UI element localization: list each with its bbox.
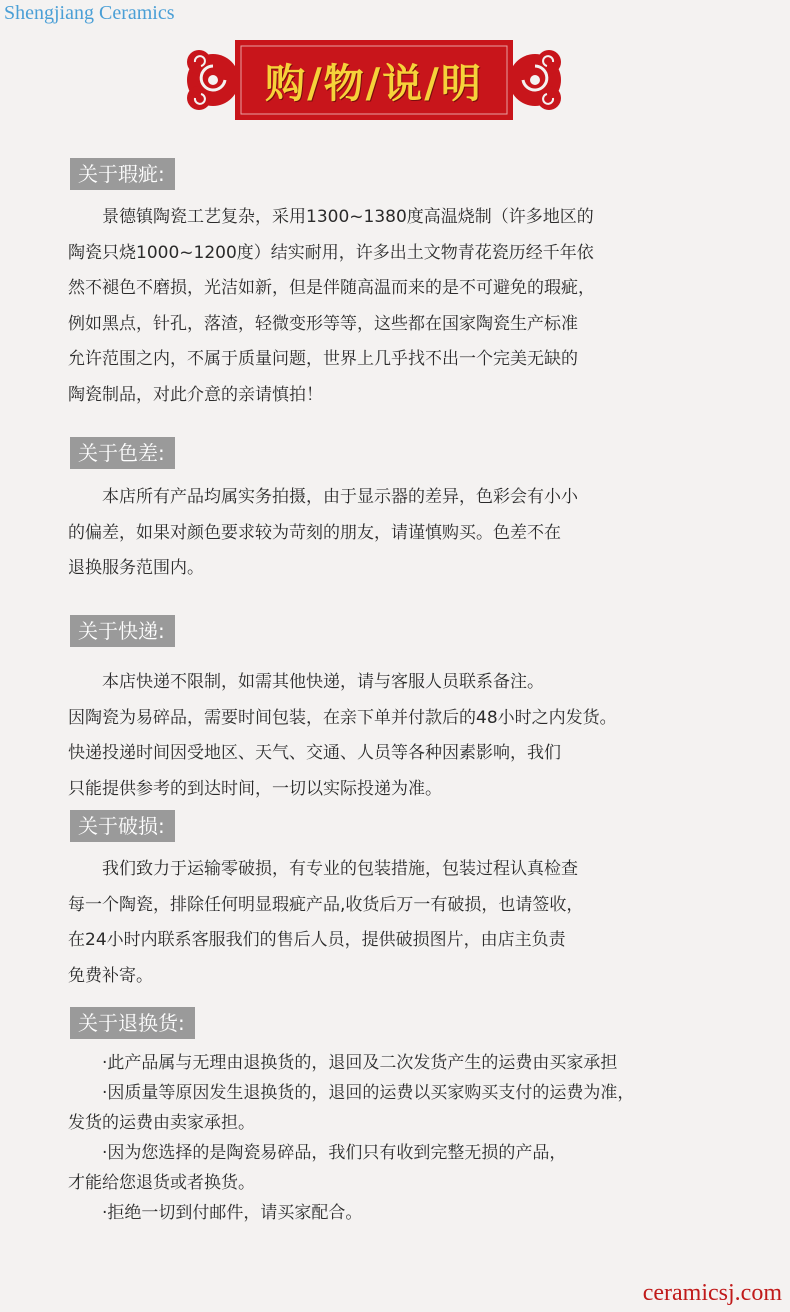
section-label-color-difference: 关于色差:: [70, 437, 175, 469]
watermark-top: Shengjiang Ceramics: [4, 2, 175, 24]
text-line: 本店快递不限制，如需其他快递，请与客服人员联系备注。: [68, 672, 544, 692]
section-label-defects: 关于瑕疵:: [70, 158, 175, 190]
text-line: 快递投递时间因受地区、天气、交通、人员等各种因素影响，我们: [68, 743, 561, 764]
text-line: 陶瓷只烧1000~1200度）结实耐用，许多出土文物青花瓷历经千年依: [68, 242, 594, 263]
title-banner: [183, 36, 565, 124]
text-line: 允许范围之内，不属于质量问题，世界上几乎找不出一个完美无缺的: [68, 349, 578, 370]
text-line: 退换服务范围内。: [68, 558, 204, 579]
section-body-damage: [68, 852, 748, 994]
right-cloud-icon: [509, 50, 561, 110]
section-label-shipping: 关于快递:: [70, 615, 175, 647]
left-cloud-icon: [187, 50, 239, 110]
section-label-returns: 关于退换货:: [70, 1007, 195, 1039]
section-body-color-difference: [68, 480, 748, 587]
text-line: 才能给您退货或者换货。: [68, 1173, 255, 1193]
text-line: 每一个陶瓷，排除任何明显瑕疵产品,收货后万一有破损，也请签收，: [68, 894, 584, 915]
text-line: 的偏差，如果对颜色要求较为苛刻的朋友，请谨慎购买。色差不在: [68, 522, 561, 543]
text-line: 免费补寄。: [68, 965, 153, 986]
text-line: 发货的运费由卖家承担。: [68, 1113, 255, 1133]
text-line: 在24小时内联系客服我们的售后人员，提供破损图片，由店主负责: [68, 930, 566, 951]
text-line: ·因为您选择的是陶瓷易碎品，我们只有收到完整无损的产品，: [68, 1143, 567, 1163]
text-line: 只能提供参考的到达时间，一切以实际投递为准。: [68, 778, 442, 799]
section-body-defects: [68, 200, 748, 414]
text-line: 然不褪色不磨损，光洁如新，但是伴随高温而来的是不可避免的瑕疵，: [68, 278, 595, 299]
text-line: 我们致力于运输零破损，有专业的包装措施，包装过程认真检查: [68, 859, 578, 879]
section-label-damage: 关于破损:: [70, 810, 175, 842]
text-line: 陶瓷制品，对此介意的亲请慎拍！: [68, 384, 323, 405]
text-line: 景德镇陶瓷工艺复杂，采用1300~1380度高温烧制（许多地区的: [68, 207, 594, 227]
text-line: 本店所有产品均属实务拍摄，由于显示器的差异，色彩会有小小: [68, 487, 578, 507]
text-line: ·拒绝一切到付邮件，请买家配合。: [68, 1203, 363, 1223]
text-line: 例如黑点，针孔，落渣，轻微变形等等，这些都在国家陶瓷生产标准: [68, 313, 578, 334]
text-line: ·此产品属与无理由退换货的，退回及二次发货产生的运费由买家承担: [68, 1053, 618, 1073]
text-line: ·因质量等原因发生退换货的，退回的运费以买家购买支付的运费为准，: [68, 1083, 635, 1103]
section-body-shipping: [68, 665, 748, 807]
banner-title: 购/物/说/明: [265, 59, 483, 107]
text-line: 因陶瓷为易碎品，需要时间包装，在亲下单并付款后的48小时之内发货。: [68, 707, 617, 728]
watermark-bottom: ceramicsj.com: [642, 1280, 782, 1306]
section-body-returns: [68, 1048, 748, 1228]
